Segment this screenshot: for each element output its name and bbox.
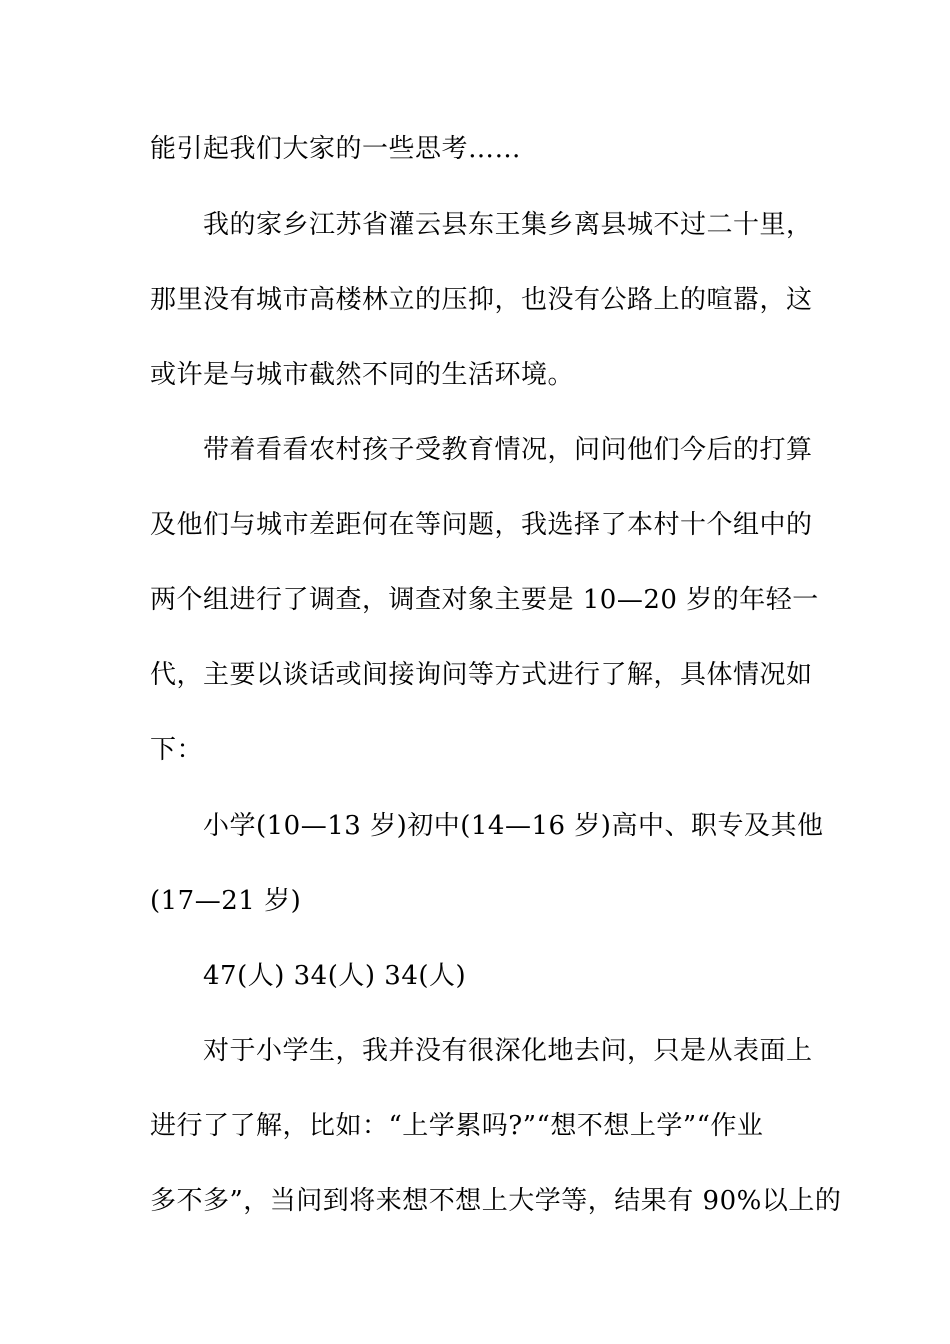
text-line: 或许是与城市截然不同的生活环境。: [150, 360, 575, 390]
paragraph-first-line: 47(人) 34(人) 34(人): [203, 961, 467, 991]
paragraph-first-line: 小学(10—13 岁)初中(14—16 岁)高中、职专及其他: [203, 811, 824, 841]
paragraph-first-line: 带着看看农村孩子受教育情况，问问他们今后的打算: [203, 435, 813, 465]
text-line: 能引起我们大家的一些思考……: [150, 134, 522, 164]
text-line: 进行了了解，比如：“上学累吗?”“想不想上学”“作业: [150, 1111, 764, 1141]
text-line: (17—21 岁): [150, 886, 302, 916]
text-line: 代，主要以谈话或间接询问等方式进行了解，具体情况如: [150, 660, 813, 690]
text-line: 那里没有城市高楼林立的压抑，也没有公路上的喧嚣，这: [150, 285, 813, 315]
paragraph-first-line: 我的家乡江苏省灌云县东王集乡离县城不过二十里，: [203, 210, 813, 240]
text-line: 两个组进行了调查，调查对象主要是 10—20 岁的年轻一: [150, 585, 819, 615]
text-line: 及他们与城市差距何在等问题，我选择了本村十个组中的: [150, 510, 813, 540]
text-line: 下：: [150, 735, 204, 765]
text-line: 多不多”，当问到将来想不想上大学等，结果有 90%以上的: [150, 1186, 842, 1216]
paragraph-first-line: 对于小学生，我并没有很深化地去问，只是从表面上: [203, 1036, 813, 1066]
